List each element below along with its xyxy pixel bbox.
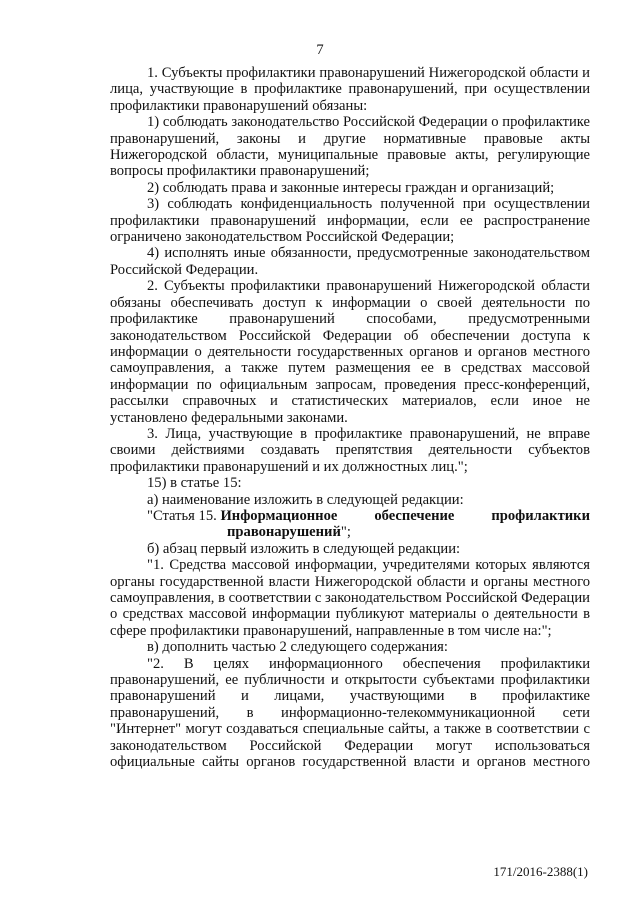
paragraph: 15) в статье 15:	[147, 475, 242, 492]
article-heading-prefix: "Статья 15.	[147, 507, 221, 524]
page-number: 7	[316, 42, 324, 58]
paragraph: б) абзац первый изложить в следующей редакции:	[147, 540, 461, 557]
paragraph: 4) исполнять иные обязанности, предусмотренные законодательством Российской Федерации.	[110, 245, 590, 278]
article-heading-line2: правонарушений	[227, 524, 341, 541]
paragraph: 2. Субъекты профилактики правонарушений Нижегородской области обязаны обеспечивать доступ к информации о своей деятельности по профилактике правонарушений способами, предусмотренными законодательством Российской Федерации об обеспечении доступа к информации о деятельности государственных органов и органов местного самоуправления, а также путем размещения ее в средствах массовой информации по официальным запросам, проведения пресс-конференций, рассылки справочных и статистических материалов, если иное не установлено федеральными законами.	[110, 278, 590, 426]
paragraph: 3. Лица, участвующие в профилактике правонарушений, не вправе своими действиями создавать препятствия деятельности субъектов профилактики правонарушений и их должностных лиц.";	[110, 425, 590, 475]
paragraph: 1) соблюдать законодательство Российской Федерации о профилактике правонарушений, законы и другие нормативные правовые акты Нижегородской области, муниципальные правовые акты, регулирующие вопросы профилактики правонарушений;	[110, 114, 590, 180]
paragraph: 3) соблюдать конфиденциальность полученной при осуществлении профилактики правонарушений информации, если ее распространение ограничено законодательством Российской Федерации;	[110, 196, 590, 246]
article-heading-word: профилактики	[491, 507, 590, 524]
article-heading-word: обеспечение	[374, 507, 455, 524]
article-heading-suffix: ";	[340, 524, 351, 541]
article-heading-word: Информационное	[220, 507, 338, 524]
paragraph: 1. Субъекты профилактики правонарушений Нижегородской области и лица, участвующие в профилактике правонарушений, при осуществлении профилактики правонарушений обязаны:	[110, 65, 590, 114]
paragraph: "2. В целях информационного обеспечения профилактики правонарушений, ее публичности и открытости субъектами профилактики правонарушений и лицами, участвующими в профилактике правонарушений, в информационно-телекоммуникационной сети "Интернет" могут создаваться специальные сайты, а также в соответствии с законодательством Российской Федерации могут использоваться официальные сайты органов государственной власти и органов местного	[110, 655, 590, 771]
document-code: 171/2016-2388(1)	[493, 864, 588, 879]
article-heading	[110, 508, 590, 541]
paragraph: в) дополнить частью 2 следующего содержания:	[147, 639, 448, 656]
paragraph: "1. Средства массовой информации, учредителями которых являются органы государственной власти Нижегородской области и органы местного самоуправления, в соответствии с законодательством Российской Федерации о средствах массовой информации публикуют материалы о деятельности в сфере профилактики правонарушений, направленные в том числе на:";	[110, 557, 590, 639]
paragraph: 2) соблюдать права и законные интересы граждан и организаций;	[147, 179, 555, 196]
paragraph: а) наименование изложить в следующей редакции:	[147, 491, 464, 508]
document-body	[110, 65, 590, 770]
